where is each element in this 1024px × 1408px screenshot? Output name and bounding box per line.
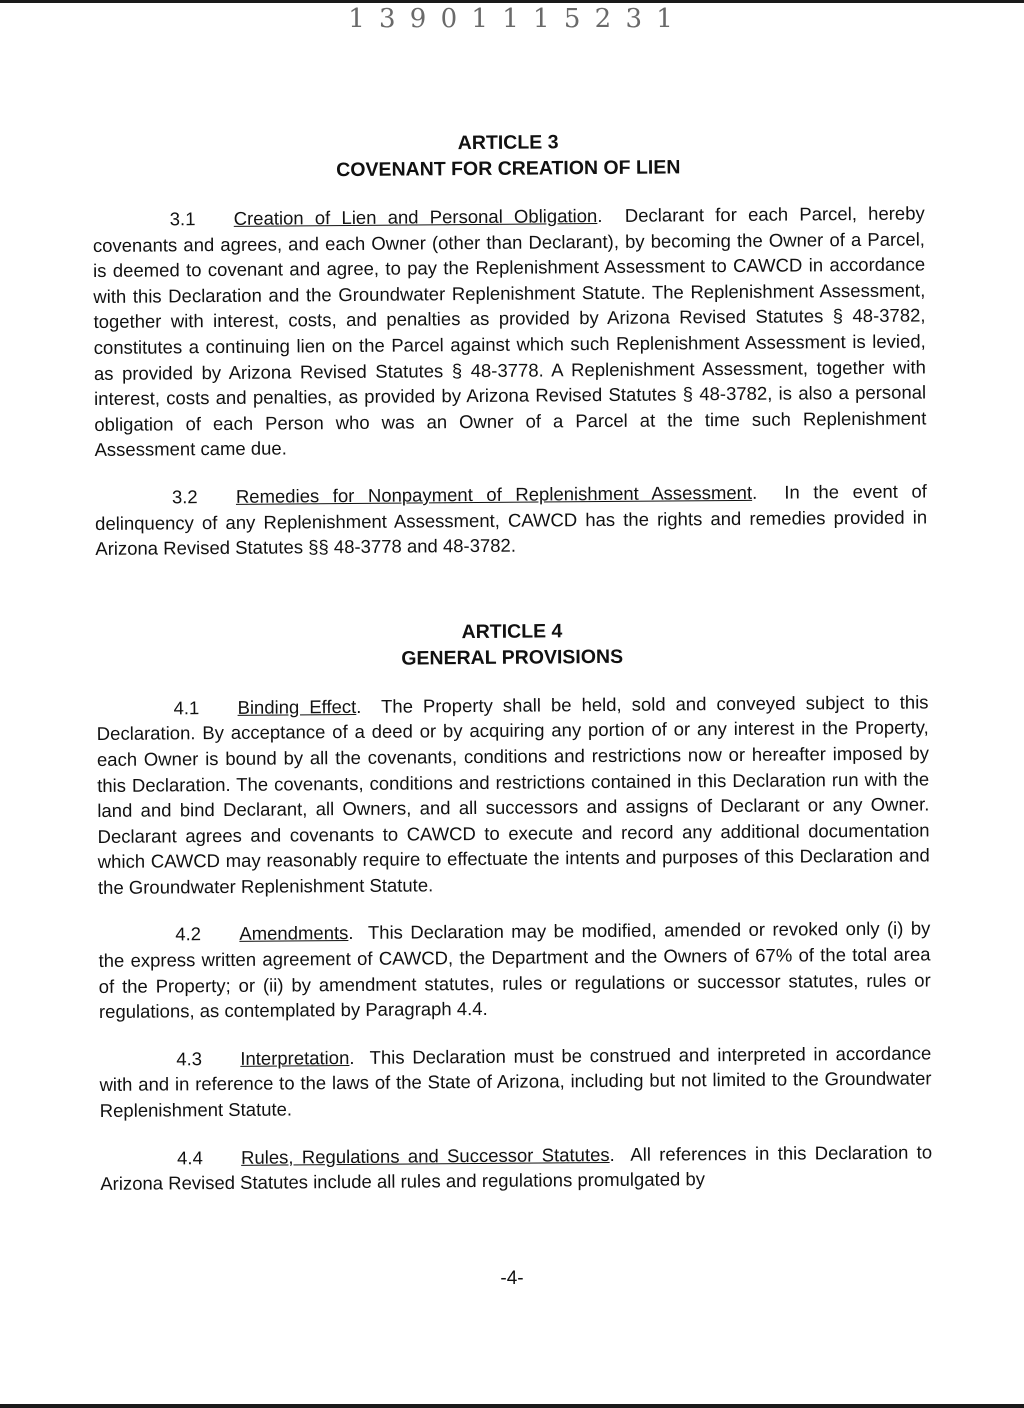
article-3-title: COVENANT FOR CREATION OF LIEN bbox=[336, 156, 681, 182]
section-number: 4.2 bbox=[175, 923, 202, 945]
section-number: 4.1 bbox=[173, 696, 200, 719]
section-title: Remedies for Nonpayment of Replenishment Assessment bbox=[235, 481, 753, 507]
section-4-2: 4.2 Amendments. This Declaration may be modified, amended or revoked only (i) by the express written agreement of CAWCD, the Department and the Owners of 67% of the total area of the Property; or (ii) by amendment statutes, rules or regulations or successor statutes, rules or regulations, as contemplated by Paragraph 4.4. bbox=[98, 917, 931, 1023]
section-text: Declarant for each Parcel, hereby covenants and agrees, and each Owner (other than Declarant), by becoming the Owner of a Parcel, is deemed to covenant and agree, to pay the Replenishment Assessment to CAWCD in accordance with this Declaration and the Groundwater Replenishment Statute. The Replenishment Assessment, together with interest, costs, and penalties as provided by Arizona Revised Statutes § 48-3782, constitutes a continuing lien on the Parcel against which such Replenishment Assessment is levied, as provided by Arizona Revised Statutes § 48-3778. A Replenishment Assessment, together with interest, costs and penalties, as provided by Arizona Revised Statutes § 48-3782, is also a personal obligation of each Person who was an Owner of a Parcel at the time such Replenishment Assessment came due. bbox=[92, 202, 927, 461]
section-4-1: 4.1 Binding Effect. The Property shall be held, sold and conveyed subject to this Declaration. By acceptance of a deed or by acquiring any portion of or any interest in the Property, each Owner is bound by all the covenants, conditions and restrictions now or hereafter imposed by this Declaration. The covenants, conditions and restrictions contained in this Declaration run with the land and bind Declarant, all Owners, and all successors and assigns of Declarant or any Owner. Declarant agrees and covenants to CAWCD to execute and record any additional documentation which CAWCD may reasonably require to effectuate the intents and purposes of this Declaration and the Groundwater Replenishment Statute. bbox=[96, 691, 930, 898]
section-4-4: 4.4 Rules, Regulations and Successor Statutes. All references in this Declaration to Arizona Revised Statutes include all rules and regulations promulgated by bbox=[100, 1141, 933, 1195]
article-4-number: ARTICLE 4 bbox=[461, 620, 563, 643]
section-number: 4.4 bbox=[177, 1146, 203, 1168]
document-id-stamp: 1 3 9 0 1 1 1 5 2 3 1 bbox=[348, 4, 676, 34]
section-title: Rules, Regulations and Successor Statutes bbox=[241, 1143, 610, 1168]
scan-bottom-edge bbox=[0, 1404, 1024, 1408]
article-3-number: ARTICLE 3 bbox=[457, 131, 559, 155]
scan-top-edge bbox=[0, 0, 1024, 3]
section-4-3: 4.3 Interpretation. This Declaration must be construed and interpreted in accordance with and in reference to the laws of the State of Arizona, including but not limited to the Groundwater Replenishment Statute. bbox=[99, 1042, 932, 1122]
article-4-title: GENERAL PROVISIONS bbox=[401, 645, 624, 670]
section-title: Creation of Lien and Personal Obligation bbox=[233, 205, 598, 229]
section-title: Interpretation bbox=[240, 1046, 350, 1069]
section-text: All references in this Declaration to Arizona Revised Statutes include all rules and regulations promulgated by bbox=[100, 1141, 933, 1195]
section-number: 3.2 bbox=[171, 486, 198, 508]
section-title: Amendments bbox=[239, 922, 349, 945]
section-text: This Declaration must be construed and interpreted in accordance with and in reference to the laws of the State of Arizona, including but not limited to the Groundwater Replenishment Statute. bbox=[99, 1042, 932, 1122]
section-text: The Property shall be held, sold and conveyed subject to this Declaration. By acceptance of a deed or by acquiring any portion of or any interest in the Property, each Owner is bound by all the covenants, conditions and restrictions now or hereafter imposed by this Declaration. The covenants, conditions and restrictions contained in this Declaration run with the land and bind Declarant, all Owners, and all successors and assigns of Declarant or any Owner. Declarant agrees and covenants to CAWCD to execute and record any additional documentation which CAWCD may reasonably require to effectuate the intents and purposes of this Declaration and the Groundwater Replenishment Statute. bbox=[96, 691, 930, 898]
section-number: 4.3 bbox=[176, 1048, 203, 1070]
section-text: This Declaration may be modified, amended or revoked only (i) by the express written agreement of CAWCD, the Department and the Owners of 67% of the total area of the Property; or (ii) by amendment statutes, rules or regulations or successor statutes, rules or regulations, as contemplated by Paragraph 4.4. bbox=[98, 917, 931, 1023]
section-number: 3.1 bbox=[169, 208, 196, 230]
section-3-2: 3.2 Remedies for Nonpayment of Replenishment Assessment. In the event of delinquency of any Replenishment Assessment, CAWCD has the rights and remedies provided in Arizona Revised Statutes §§ 48-3778 and 48-3782. bbox=[95, 480, 928, 560]
document-page bbox=[92, 121, 932, 1196]
section-title: Binding Effect bbox=[237, 695, 357, 718]
section-3-1: 3.1 Creation of Lien and Personal Obligation. Declarant for each Parcel, hereby covenants and agrees, and each Owner (other than Declarant), by becoming the Owner of a Parcel, is deemed to covenant and agree, to pay the Replenishment Assessment to CAWCD in accordance with this Declaration and the Groundwater Replenishment Statute. The Replenishment Assessment, together with interest, costs, and penalties as provided by Arizona Revised Statutes § 48-3782, constitutes a continuing lien on the Parcel against which such Replenishment Assessment is levied, as provided by Arizona Revised Statutes § 48-3778. A Replenishment Assessment, together with interest, costs and penalties, as provided by Arizona Revised Statutes § 48-3782, is also a personal obligation of each Person who was an Owner of a Parcel at the time such Replenishment Assessment came due. bbox=[92, 202, 927, 461]
section-text: In the event of delinquency of any Replenishment Assessment, CAWCD has the rights and remedies provided in Arizona Revised Statutes §§ 48-3778 and 48-3782. bbox=[95, 480, 928, 560]
page-number: -4- bbox=[500, 1268, 524, 1289]
